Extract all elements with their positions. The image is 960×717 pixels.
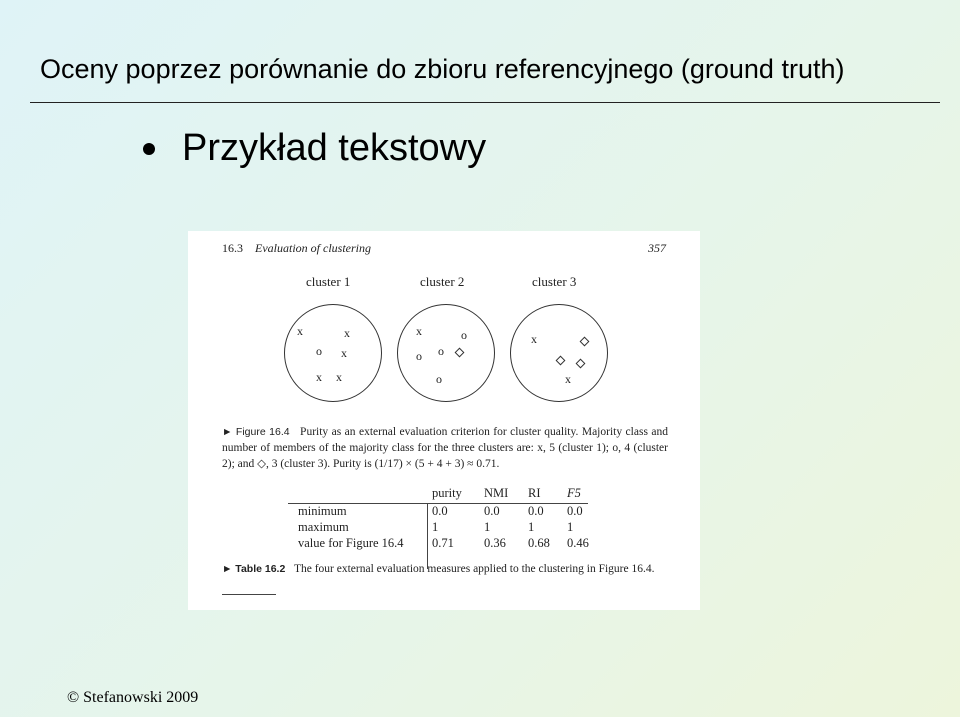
diamond-symbol-icon <box>576 359 586 369</box>
evaluation-table <box>288 485 588 551</box>
table-cell: 0.68 <box>528 536 550 550</box>
cluster-2-label: cluster 2 <box>420 274 465 289</box>
header-cell: RI <box>528 486 541 500</box>
cross-symbol-icon: x <box>416 324 422 338</box>
cross-symbol-icon: x <box>565 372 571 386</box>
table-row <box>288 535 588 551</box>
table-caption <box>222 562 668 576</box>
diamond-symbol-icon <box>455 348 465 358</box>
figure-caption-text: Purity as an external evaluation criterion for cluster quality. Majority class and number of members of the majority class for the three clusters are: x, 5 (cluster 1); o, 4 (cluster 2); and ◇, 3 (cluster 3). Purity is (1/17) × (5 + 4 + 3) ≈ 0.71. <box>222 426 668 470</box>
table-cell: minimum <box>298 504 347 518</box>
table-header-row <box>288 485 588 501</box>
figure-caption <box>222 424 668 472</box>
cluster-1-label: cluster 1 <box>306 274 351 289</box>
table-cell: 0.0 <box>528 504 544 518</box>
section-title: Evaluation of clustering <box>255 241 371 255</box>
title-divider <box>30 102 940 103</box>
circle-symbol-icon: o <box>416 349 422 363</box>
table-cell: 1 <box>567 520 574 534</box>
diamond-symbol-icon <box>580 337 590 347</box>
cross-symbol-icon: x <box>341 346 347 360</box>
table-cell: 1 <box>484 520 491 534</box>
circle-symbol-icon: o <box>461 328 467 342</box>
book-figure-image <box>188 231 700 610</box>
header-cell: NMI <box>484 486 509 500</box>
table-cell: 1 <box>432 520 439 534</box>
table-row <box>288 519 588 535</box>
table-cell: 0.0 <box>484 504 500 518</box>
circle-symbol-icon: o <box>436 372 442 386</box>
bullet-dot-icon <box>143 143 155 155</box>
page-number: 357 <box>648 241 666 255</box>
circle-symbol-icon: o <box>316 344 322 358</box>
circle-symbol-icon: o <box>438 344 444 358</box>
table-cell: 0.46 <box>567 536 589 550</box>
cluster-1-circle <box>284 304 382 402</box>
table-row <box>288 503 588 519</box>
cross-symbol-icon: x <box>316 370 322 384</box>
cross-symbol-icon: x <box>531 332 537 346</box>
cluster-2-circle <box>397 304 495 402</box>
table-cell: 1 <box>528 520 535 534</box>
table-cell: 0.0 <box>432 504 448 518</box>
section-number: 16.3 <box>222 241 243 255</box>
copyright-footer: © Stefanowski 2009 <box>67 689 199 706</box>
cluster-3-label: cluster 3 <box>532 274 577 289</box>
table-label: ► Table 16.2 <box>222 563 286 575</box>
header-cell: purity <box>432 486 462 500</box>
table-cell: maximum <box>298 520 349 534</box>
cross-symbol-icon: x <box>336 370 342 384</box>
table-cell: 0.71 <box>432 536 454 550</box>
section-heading <box>222 241 371 256</box>
header-cell: F5 <box>567 486 581 500</box>
table-caption-text: The four external evaluation measures applied to the clustering in Figure 16.4. <box>293 563 655 575</box>
bullet-text: Przykład tekstowy <box>182 127 487 169</box>
caption-rule <box>222 594 276 595</box>
figure-label: ► Figure 16.4 <box>222 426 290 438</box>
table-cell: 0.36 <box>484 536 506 550</box>
cross-symbol-icon: x <box>297 324 303 338</box>
cross-symbol-icon: x <box>344 326 350 340</box>
table-cell: 0.0 <box>567 504 583 518</box>
diamond-symbol-icon <box>556 356 566 366</box>
table-cell: value for Figure 16.4 <box>298 536 404 550</box>
cluster-3-circle <box>510 304 608 402</box>
slide-title: Oceny poprzez porównanie do zbioru referencyjnego (ground truth) <box>40 54 845 84</box>
